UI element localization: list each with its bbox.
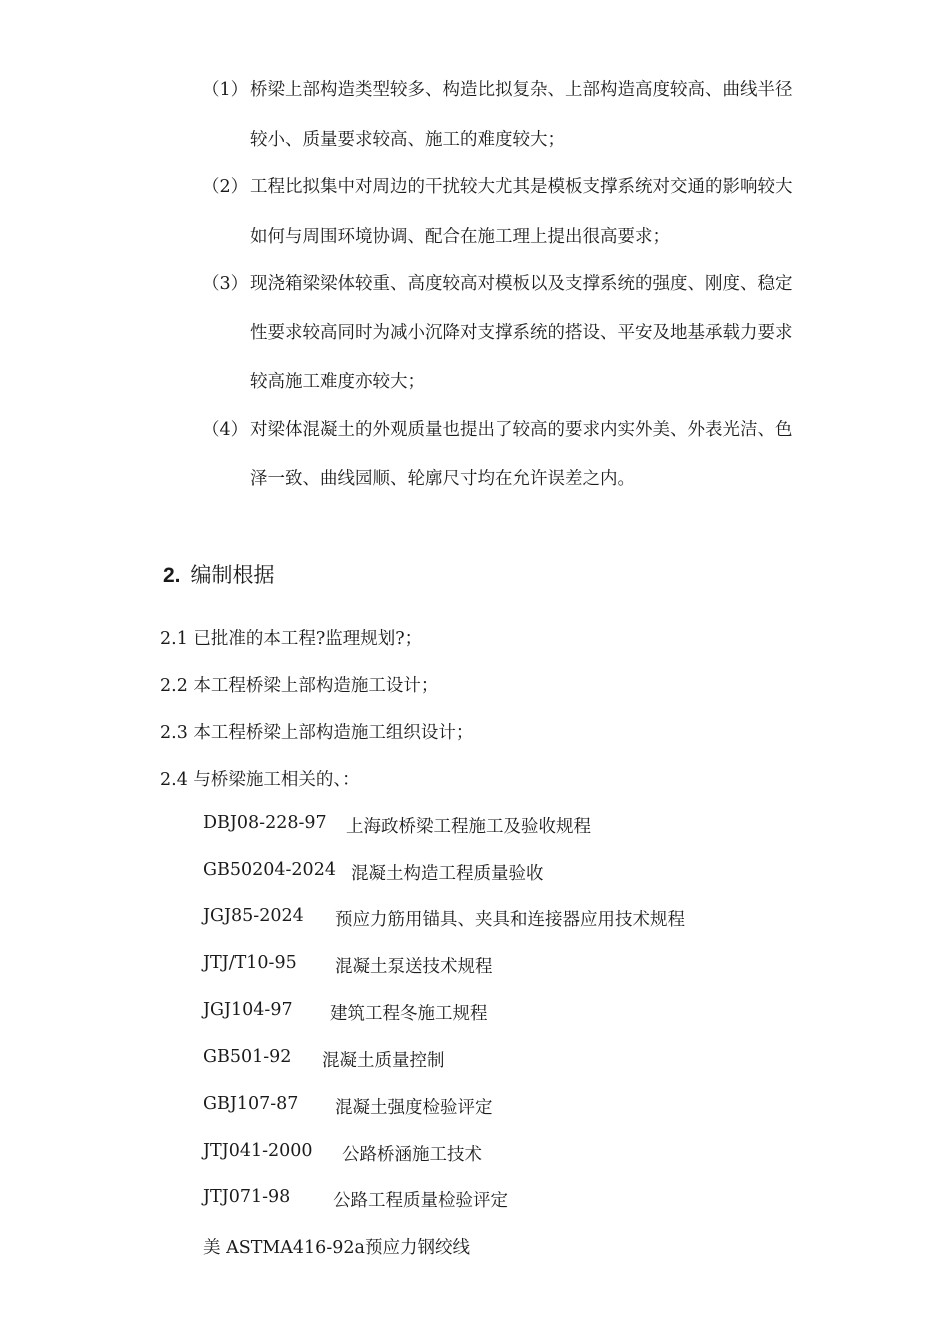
basis-item: 2.1 已批准的本工程?监理规划?；: [160, 629, 423, 649]
feature-text-line: 现浇箱梁梁体较重、高度较高对模板以及支撑系统的强度、刚度、稳定: [250, 274, 793, 294]
standard-title: 公路工程质量检验评定: [333, 1191, 508, 1211]
standard-code: JTJ/T10-95: [203, 953, 297, 973]
feature-text-line: 桥梁上部构造类型较多、构造比拟复杂、上部构造高度较高、曲线半径: [250, 80, 793, 100]
basis-item: 2.2 本工程桥梁上部构造施工设计；: [160, 676, 439, 696]
section-number: 2.: [163, 564, 181, 587]
basis-item: 2.4 与桥梁施工相关的、：: [160, 770, 360, 790]
feature-text-line: 较小、质量要求较高、施工的难度较大；: [250, 130, 565, 150]
standard-title: 混凝土泵送技术规程: [335, 957, 493, 977]
standard-row: [203, 1187, 508, 1211]
feature-text-line: 性要求较高同时为减小沉降对支撑系统的搭设、平安及地基承载力要求: [250, 323, 793, 343]
standard-code: 美 ASTMA416-92a: [203, 1238, 365, 1258]
feature-number: （2）: [202, 177, 249, 197]
feature-text-line: 工程比拟集中对周边的干扰较大尤其是模板支撑系统对交通的影响较大: [250, 177, 793, 197]
standard-code: GBJ107-87: [203, 1094, 299, 1114]
standard-row: [203, 1047, 445, 1071]
feature-text-line: 较高施工难度亦较大；: [250, 372, 425, 392]
standard-row: [203, 1094, 493, 1118]
standard-code: JTJ041-2000: [203, 1141, 313, 1161]
feature-text-line: 泽一致、曲线园顺、轮廓尺寸均在允许误差之内。: [250, 469, 635, 489]
standard-code: GB50204-2024: [203, 860, 336, 880]
standard-row: [203, 860, 544, 884]
standard-title: 预应力钢绞线: [365, 1238, 470, 1258]
standard-title: 混凝土质量控制: [322, 1051, 445, 1071]
standard-code: GB501-92: [203, 1047, 292, 1067]
feature-text-line: 对梁体混凝土的外观质量也提出了较高的要求内实外美、外表光洁、色: [250, 420, 793, 440]
standard-row: [203, 1234, 470, 1259]
feature-number: （3）: [202, 274, 249, 294]
standard-code: JGJ85-2024: [203, 906, 304, 926]
feature-number: （4）: [202, 420, 249, 440]
standard-title: 建筑工程冬施工规程: [330, 1004, 488, 1024]
standard-code: JGJ104-97: [203, 1000, 293, 1020]
standard-title: 公路桥涵施工技术: [342, 1145, 482, 1165]
basis-item: 2.3 本工程桥梁上部构造施工组织设计；: [160, 723, 474, 743]
standard-title: 混凝土构造工程质量验收: [351, 864, 544, 884]
standard-row: [203, 1141, 482, 1165]
section-title: 编制根据: [190, 563, 275, 587]
standard-row: [203, 953, 493, 977]
standard-row: [203, 906, 685, 930]
feature-text-line: 如何与周围环境协调、配合在施工理上提出很高要求；: [250, 227, 670, 247]
standard-code: JTJ071-98: [203, 1187, 291, 1207]
standard-code: DBJ08-228-97: [203, 813, 327, 833]
section-heading: [163, 559, 275, 589]
standard-title: 上海政桥梁工程施工及验收规程: [346, 817, 591, 837]
standard-row: [203, 1000, 488, 1024]
feature-number: （1）: [202, 80, 249, 100]
standard-row: [203, 813, 591, 837]
standard-title: 预应力筋用锚具、夹具和连接器应用技术规程: [335, 910, 685, 930]
standard-title: 混凝土强度检验评定: [335, 1098, 493, 1118]
